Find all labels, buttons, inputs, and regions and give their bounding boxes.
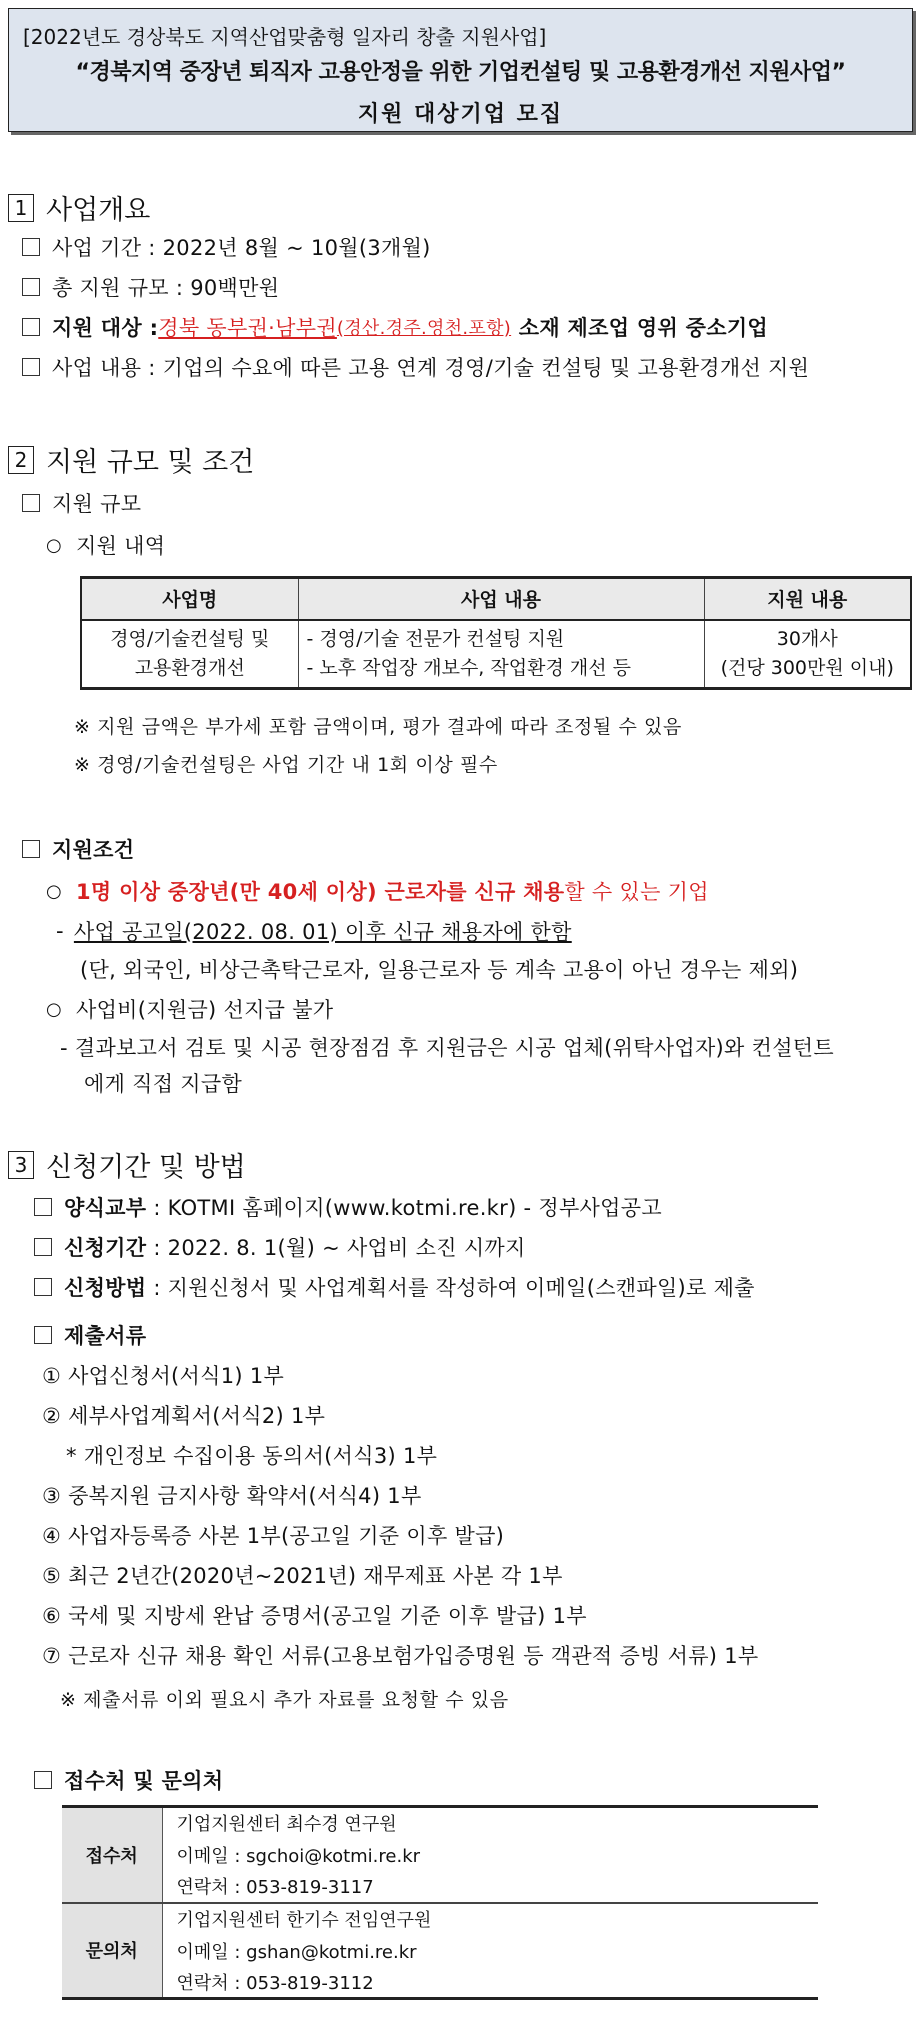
section1-title	[8, 188, 150, 227]
apply-period: 신청기간 : 2022. 8. 1(월) ~ 사업비 소진 시까지	[34, 1232, 526, 1262]
doc-item: ⑤ 최근 2년간(2020년~2021년) 재무제표 사본 각 1부	[42, 1564, 563, 1588]
doc-item: ⑦ 근로자 신규 채용 확인 서류(고용보험가입증명원 등 객관적 증빙 서류) 1부	[42, 1644, 759, 1668]
support-table	[80, 576, 912, 690]
inq-person: 기업지원센터 한기수 전임연구원	[162, 1903, 818, 1935]
section3-number: 3	[8, 1151, 34, 1179]
support-scale-label: 지원 규모	[22, 488, 141, 518]
docs-note: ※ 제출서류 이외 필요시 추가 자료를 요청할 수 있음	[60, 1689, 509, 1711]
conditions-label: 지원조건	[22, 834, 134, 864]
header-program-name: [2022년도 경상북도 지역산업맞춤형 일자리 창출 지원사업]	[23, 25, 547, 49]
header-project-title: “경북지역 중장년 퇴직자 고용안정을 위한 기업컨설팅 및 고용환경개선 지원사업”	[75, 60, 846, 85]
section1-title-text: 사업개요	[46, 195, 151, 226]
table-header-cell: 사업 내용	[298, 578, 704, 620]
note-consulting: ※ 경영/기술컨설팅은 사업 기간 내 1회 이상 필수	[74, 754, 498, 776]
recv-phone: 연락처 : 053-819-3117	[176, 1877, 374, 1898]
table-row	[62, 1807, 818, 1839]
circle-bullet-icon: ○	[46, 880, 63, 902]
target-cities: (경산.경주.영천.포항)	[336, 318, 512, 339]
announcement-header	[8, 8, 913, 132]
overview-content: 사업 내용 : 기업의 수요에 따른 고용 연계 경영/기술 컨설팅 및 고용환경개선 지원	[22, 352, 809, 382]
overview-target: 지원 대상 : 경북 동부권·남부권 (경산.경주.영천.포항) 소재 제조업 영위 중소기업	[22, 312, 768, 342]
contact-table	[62, 1805, 818, 2000]
checkbox-icon	[34, 1238, 52, 1256]
apply-method: 신청방법 : 지원신청서 및 사업계획서를 작성하여 이메일(스캔파일)로 제출	[34, 1272, 755, 1302]
doc-item: ③ 중복지원 금지사항 확약서(서식4) 1부	[42, 1484, 422, 1508]
recv-person: 기업지원센터 최수경 연구원	[176, 1814, 397, 1836]
circle-bullet-icon: ○	[46, 534, 63, 556]
table-row	[62, 1871, 818, 1903]
note-vat: ※ 지원 금액은 부가세 포함 금액이며, 평가 결과에 따라 조정될 수 있음	[74, 716, 682, 738]
condition-payment-sub1: - 결과보고서 검토 및 시공 현장점검 후 지원금은 시공 업체(위탁사업자)와 컨설턴트	[60, 1036, 834, 1060]
checkbox-icon	[22, 840, 40, 858]
checkbox-icon	[22, 278, 40, 296]
header-recruit-title: 지원 대상기업 모집	[357, 102, 564, 127]
table-cell-support: 30개사 (건당 300만원 이내)	[704, 620, 911, 689]
inq-email[interactable]: 이메일 : gshan@kotmi.re.kr	[176, 1941, 417, 1963]
checkbox-icon	[22, 238, 40, 256]
checkbox-icon	[22, 494, 40, 512]
checkbox-icon	[22, 358, 40, 376]
contact-label: 접수처 및 문의처	[34, 1765, 223, 1795]
table-row	[62, 1935, 818, 1967]
section2-number: 2	[8, 446, 34, 474]
section1-number: 1	[8, 194, 34, 222]
checkbox-icon	[34, 1278, 52, 1296]
doc-item: ⑥ 국세 및 지방세 완납 증명서(공고일 기준 이후 발급) 1부	[42, 1604, 587, 1628]
section2-title	[8, 440, 254, 479]
condition-hiring-sub2: (단, 외국인, 비상근촉탁근로자, 일용근로자 등 계속 고용이 아닌 경우는 제외)	[80, 958, 799, 982]
condition-hiring: ○ 1명 이상 중장년(만 40세 이상) 근로자를 신규 채용 할 수 있는 기업	[46, 880, 709, 904]
section2-title-text: 지원 규모 및 조건	[46, 447, 255, 478]
table-header-row	[81, 578, 911, 620]
support-detail-label: ○ 지원 내역	[46, 534, 166, 558]
docs-label: 제출서류	[34, 1320, 146, 1350]
table-row	[62, 1967, 818, 1999]
section3-title	[8, 1145, 246, 1184]
checkbox-icon	[22, 318, 40, 336]
overview-budget: 총 지원 규모 : 90백만원	[22, 272, 279, 302]
doc-item: ④ 사업자등록증 사본 1부(공고일 기준 이후 발급)	[42, 1524, 505, 1548]
doc-item-sub: * 개인정보 수집이용 동의서(서식3) 1부	[66, 1444, 438, 1468]
table-cell-name: 경영/기술컨설팅 및 고용환경개선	[81, 620, 298, 689]
target-region: 경북 동부권·남부권	[158, 316, 337, 340]
checkbox-icon	[34, 1198, 52, 1216]
doc-item: ② 세부사업계획서(서식2) 1부	[42, 1404, 326, 1428]
condition-hiring-sub1: - 사업 공고일(2022. 08. 01) 이후 신규 채용자에 한함	[56, 919, 572, 944]
recv-email[interactable]: 이메일 : sgchoi@kotmi.re.kr	[176, 1845, 421, 1867]
condition-payment-sub2: 에게 직접 지급함	[84, 1072, 243, 1096]
apply-form: 양식교부 : KOTMI 홈페이지(www.kotmi.re.kr) - 정부사업공고	[34, 1192, 662, 1222]
table-row	[62, 1903, 818, 1935]
overview-period: 사업 기간 : 2022년 8월 ~ 10월(3개월)	[22, 232, 431, 262]
table-cell-content: - 경영/기술 전문가 컨설팅 지원 - 노후 작업장 개보수, 작업환경 개선 등	[298, 620, 704, 689]
condition-no-prepay: ○ 사업비(지원금) 선지급 불가	[46, 998, 334, 1022]
inq-phone: 연락처 : 053-819-3112	[176, 1972, 374, 1994]
checkbox-icon	[34, 1771, 52, 1789]
section3-title-text: 신청기간 및 방법	[46, 1152, 246, 1183]
table-header-cell: 지원 내용	[704, 578, 911, 620]
table-row	[81, 620, 911, 689]
checkbox-icon	[34, 1326, 52, 1344]
inq-label: 문의처	[62, 1903, 162, 1999]
table-row	[62, 1839, 818, 1871]
recv-label: 접수처	[62, 1807, 162, 1903]
circle-bullet-icon: ○	[46, 998, 63, 1020]
table-header-cell: 사업명	[81, 578, 298, 620]
doc-item: ① 사업신청서(서식1) 1부	[42, 1364, 285, 1388]
